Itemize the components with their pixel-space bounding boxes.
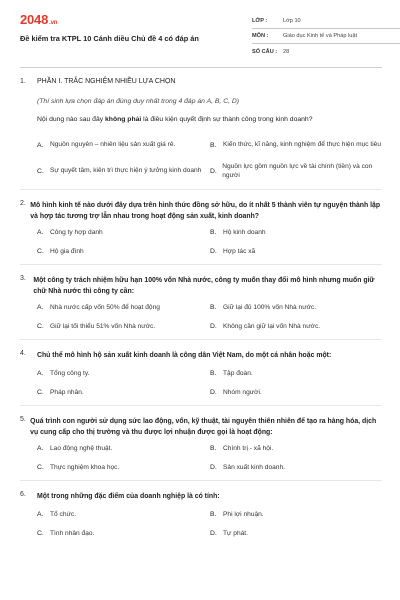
options-grid	[37, 444, 382, 472]
option-b[interactable]	[210, 369, 382, 379]
option-c[interactable]	[37, 322, 210, 332]
question-divider	[20, 480, 382, 481]
option-letter: D.	[210, 167, 217, 175]
option-a[interactable]	[37, 228, 210, 238]
option-d[interactable]	[210, 322, 382, 332]
option-letter: C.	[37, 388, 44, 396]
option-letter: B.	[210, 141, 217, 149]
option-letter: A.	[37, 304, 44, 312]
question-stem: Một công ty trách nhiệm hữu hạn 100% vốn Nhà nước, công ty muốn thay đổi mô hình nhưng muốn giữ chữ Nhà nước thì công ty cần:	[33, 277, 375, 295]
part-instruction: (Thí sinh lựa chọn đáp án đúng duy nhất trong 4 đáp án A, B, C, D)	[37, 98, 240, 105]
option-a[interactable]	[37, 303, 210, 313]
question-block	[20, 275, 382, 297]
option-text: Không cần giữ lại vốn Nhà nước.	[223, 322, 321, 330]
document-meta-table	[252, 14, 400, 59]
site-logo[interactable]	[20, 12, 57, 27]
option-text: Hộ gia đình	[50, 247, 84, 255]
option-text: Tổng công ty.	[50, 370, 90, 377]
question-block	[20, 200, 382, 222]
option-d[interactable]	[210, 388, 382, 398]
option-text: Công ty hợp danh	[50, 229, 103, 236]
logo-suffix: .vn	[49, 20, 58, 26]
option-c[interactable]	[37, 161, 210, 181]
question-block	[20, 491, 382, 502]
option-b[interactable]	[210, 228, 382, 238]
question-divider	[20, 405, 382, 406]
question-stem	[37, 116, 382, 126]
part-title: PHẦN I. TRẮC NGHIỆM NHIỀU LỰA CHỌN	[37, 78, 176, 85]
stem-text: là điều kiện quyết định sự thành công trong kinh doanh?	[141, 116, 313, 123]
option-letter: C.	[37, 247, 44, 255]
option-letter: B.	[210, 304, 217, 312]
option-d[interactable]	[210, 529, 382, 539]
question-divider	[20, 189, 382, 190]
question-number: 1.	[20, 78, 26, 85]
option-text: Chính trị - xã hội.	[223, 445, 274, 452]
option-letter: C.	[37, 167, 44, 175]
meta-value: Lớp 10	[283, 18, 301, 24]
question-stem: Chủ thể mô hình hộ sản xuất kinh doanh là công dân Việt Nam, do một cá nhân hoặc một:	[37, 352, 332, 359]
option-a[interactable]	[37, 444, 210, 454]
logo-main: 2048	[20, 12, 49, 27]
option-text: Tự phát.	[223, 529, 248, 537]
option-c[interactable]	[37, 247, 210, 257]
option-text: Hộ kinh doanh	[223, 229, 266, 236]
meta-label: LỚP :	[252, 18, 268, 24]
option-text: Nhà nước cấp vốn 50% để hoạt động	[50, 304, 160, 311]
option-letter: D.	[210, 247, 217, 255]
option-text: Thực nghiệm khoa học.	[50, 463, 120, 471]
option-text: Lao động nghệ thuật.	[50, 445, 113, 452]
option-b[interactable]	[210, 303, 382, 313]
option-text: Giữ lại tối thiểu 51% vốn Nhà nước.	[50, 322, 156, 330]
meta-label: MÔN :	[252, 33, 269, 39]
option-letter: D.	[210, 529, 217, 537]
option-letter: D.	[210, 463, 217, 471]
option-text: Giữ lại đủ 100% vốn Nhà nước.	[223, 304, 317, 311]
part-heading	[20, 78, 382, 90]
option-text: Nguồn nguyên – nhiên liệu sản xuất giá rẻ.	[50, 141, 176, 149]
option-text: Tình nhân đạo.	[50, 529, 95, 537]
page-header	[20, 12, 382, 62]
option-a[interactable]	[37, 135, 210, 155]
options-grid	[37, 135, 382, 181]
option-letter: D.	[210, 388, 217, 396]
meta-label: SỐ CÂU :	[252, 48, 278, 55]
option-letter: A.	[37, 370, 44, 378]
option-letter: C.	[37, 463, 44, 471]
option-letter: D.	[210, 322, 217, 330]
header-divider	[20, 67, 382, 68]
question-number: 6.	[20, 491, 26, 498]
meta-value: 28	[283, 48, 290, 55]
option-letter: B.	[210, 229, 217, 237]
option-d[interactable]	[210, 463, 382, 473]
option-letter: B.	[210, 445, 217, 453]
option-text: Nguồn lực gồm nguồn lực về tài chính (tiền) và con người	[222, 162, 373, 179]
option-letter: A.	[37, 229, 44, 237]
option-text: Sản xuất kinh doanh.	[223, 463, 285, 471]
question-block	[20, 350, 382, 361]
meta-row-class	[252, 14, 400, 29]
option-letter: B.	[210, 370, 217, 378]
option-b[interactable]	[210, 135, 382, 155]
meta-value: Giáo dục Kinh tế và Pháp luật	[283, 33, 358, 39]
exam-content	[20, 78, 382, 538]
options-grid	[37, 228, 382, 256]
option-c[interactable]	[37, 463, 210, 473]
question-stem: Mô hình kinh tế nào dưới đây dựa trên hình thức đồng sở hữu, do ít nhất 5 thành viên tự nguyện thành lập và hợp tác tương trợ lẫn nhau trong hoạt động sản xuất, kinh doanh?	[30, 202, 381, 220]
option-text: Pháp nhân.	[50, 388, 84, 396]
option-d[interactable]	[210, 247, 382, 257]
option-letter: A.	[37, 445, 44, 453]
question-number: 2.	[20, 200, 26, 207]
options-grid	[37, 369, 382, 397]
option-letter: C.	[37, 529, 44, 537]
option-b[interactable]	[210, 510, 382, 520]
question-number: 5.	[20, 416, 26, 423]
option-text: Tập đoàn.	[223, 370, 253, 377]
option-text: Kiến thức, kĩ năng, kinh nghiệm để thực hiện mục tiêu	[223, 141, 382, 149]
option-letter: C.	[37, 322, 44, 330]
stem-emphasis: không phải	[105, 116, 142, 123]
options-grid	[37, 510, 382, 538]
stem-text: Nội dung nào sau đây	[37, 116, 106, 123]
option-letter: B.	[210, 511, 217, 519]
option-b[interactable]	[210, 444, 382, 454]
option-c[interactable]	[37, 529, 210, 539]
question-divider	[20, 339, 382, 340]
question-number: 3.	[20, 275, 26, 282]
question-divider	[20, 264, 382, 265]
document-title: Đề kiểm tra KTPL 10 Cánh diều Chủ đề 4 có đáp án	[20, 34, 199, 43]
question-stem: Quá trình con người sử dụng sức lao động, vốn, kỹ thuật, tài nguyên thiên nhiên để tạo ra hàng hóa, dịch vụ cung cấp cho thị trường và thu được lợi nhuận được gọi là hoạt động:	[30, 418, 377, 436]
option-letter: A.	[37, 511, 44, 519]
meta-row-count	[252, 44, 400, 59]
option-text: Phi lợi nhuận.	[223, 511, 264, 518]
option-letter: A.	[37, 141, 44, 149]
option-text: Sự quyết tâm, kiên trì thực hiện ý tưởng kinh doanh	[50, 167, 202, 175]
option-a[interactable]	[37, 369, 210, 379]
meta-row-subject	[252, 29, 400, 44]
option-text: Tổ chức.	[50, 511, 77, 518]
question-number: 4.	[20, 350, 26, 357]
options-grid	[37, 303, 382, 331]
question-stem: Một trong những đặc điểm của doanh nghiệp là có tính:	[37, 493, 220, 500]
option-text: Nhóm người.	[223, 388, 262, 396]
option-a[interactable]	[37, 510, 210, 520]
option-d[interactable]	[210, 161, 382, 181]
question-block	[20, 416, 382, 438]
option-c[interactable]	[37, 388, 210, 398]
option-text: Hợp tác xã	[223, 247, 256, 255]
